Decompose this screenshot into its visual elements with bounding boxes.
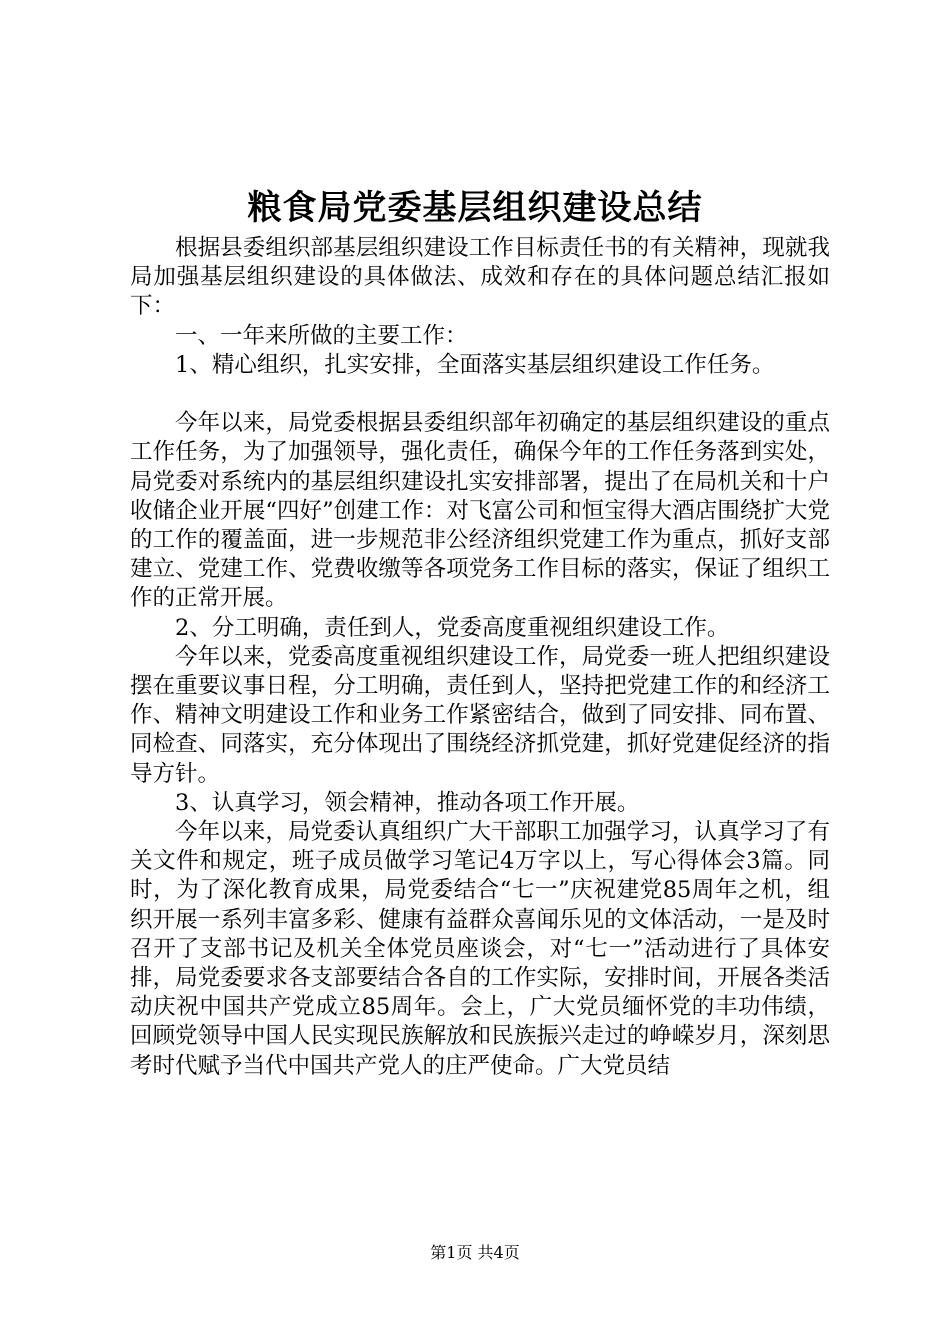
subheading-3: 3、认真学习，领会精神，推动各项工作开展。 [175,789,640,816]
paragraph-1: 今年以来，局党委根据县委组织部年初确定的基层组织建设的重点工作任务，为了加强领导，强化责任，确保今年的工作任务落到实处，局党委对系统内的基层组织建设扎实安排部署，提出了在局机关和十户收储企业开展“四好”创建工作：对飞富公司和恒宝得大酒店围绕扩大党的工作的覆盖面，进一步规范非公经济组织党建工作为重点，抓好支部建立、党建工作、党费收缴等各项党务工作目标的落实，保证了组织工作的正常开展。 [130,410,830,612]
document-title: 粮食局党委基层组织建设总结 [247,188,703,228]
document-body [130,234,830,1081]
page-number-footer: 第1页 共4页 [430,1243,520,1262]
paragraph-3: 今年以来，局党委认真组织广大干部职工加强学习，认真学习了有关文件和规定，班子成员做学习笔记4万字以上，写心得体会3篇。同时，为了深化教育成果，局党委结合“七一”庆祝建党85周年之机，组织开展一系列丰富多彩、健康有益群众喜闻乐见的文体活动，一是及时召开了支部书记及机关全体党员座谈会，对“七一”活动进行了具体安排，局党委要求各支部要结合各自的工作实际，安排时间，开展各类活动庆祝中国共产党成立85周年。会上，广大党员缅怀党的丰功伟绩，回顾党领导中国人民实现民族解放和民族振兴走过的峥嵘岁月，深刻思考时代赋予当代中国共产党人的庄严使命。广大党员结 [130,819,830,1079]
paragraph-intro: 根据县委组织部基层组织建设工作目标责任书的有关精神，现就我局加强基层组织建设的具体做法、成效和存在的具体问题总结汇报如下： [130,235,830,320]
subheading-2: 2、分工明确，责任到人，党委高度重视组织建设工作。 [175,614,730,641]
subheading-1: 1、精心组织，扎实安排，全面落实基层组织建设工作任务。 [175,351,775,378]
paragraph-2: 今年以来，党委高度重视组织建设工作，局党委一班人把组织建设摆在重要议事日程，分工明确，责任到人，坚持把党建工作的和经济工作、精神文明建设工作和业务工作紧密结合，做到了同安排、同布置、同检查、同落实，充分体现出了围绕经济抓党建，抓好党建促经济的指导方针。 [130,643,830,787]
section-heading-main-work: 一、一年来所做的主要工作： [175,322,468,349]
